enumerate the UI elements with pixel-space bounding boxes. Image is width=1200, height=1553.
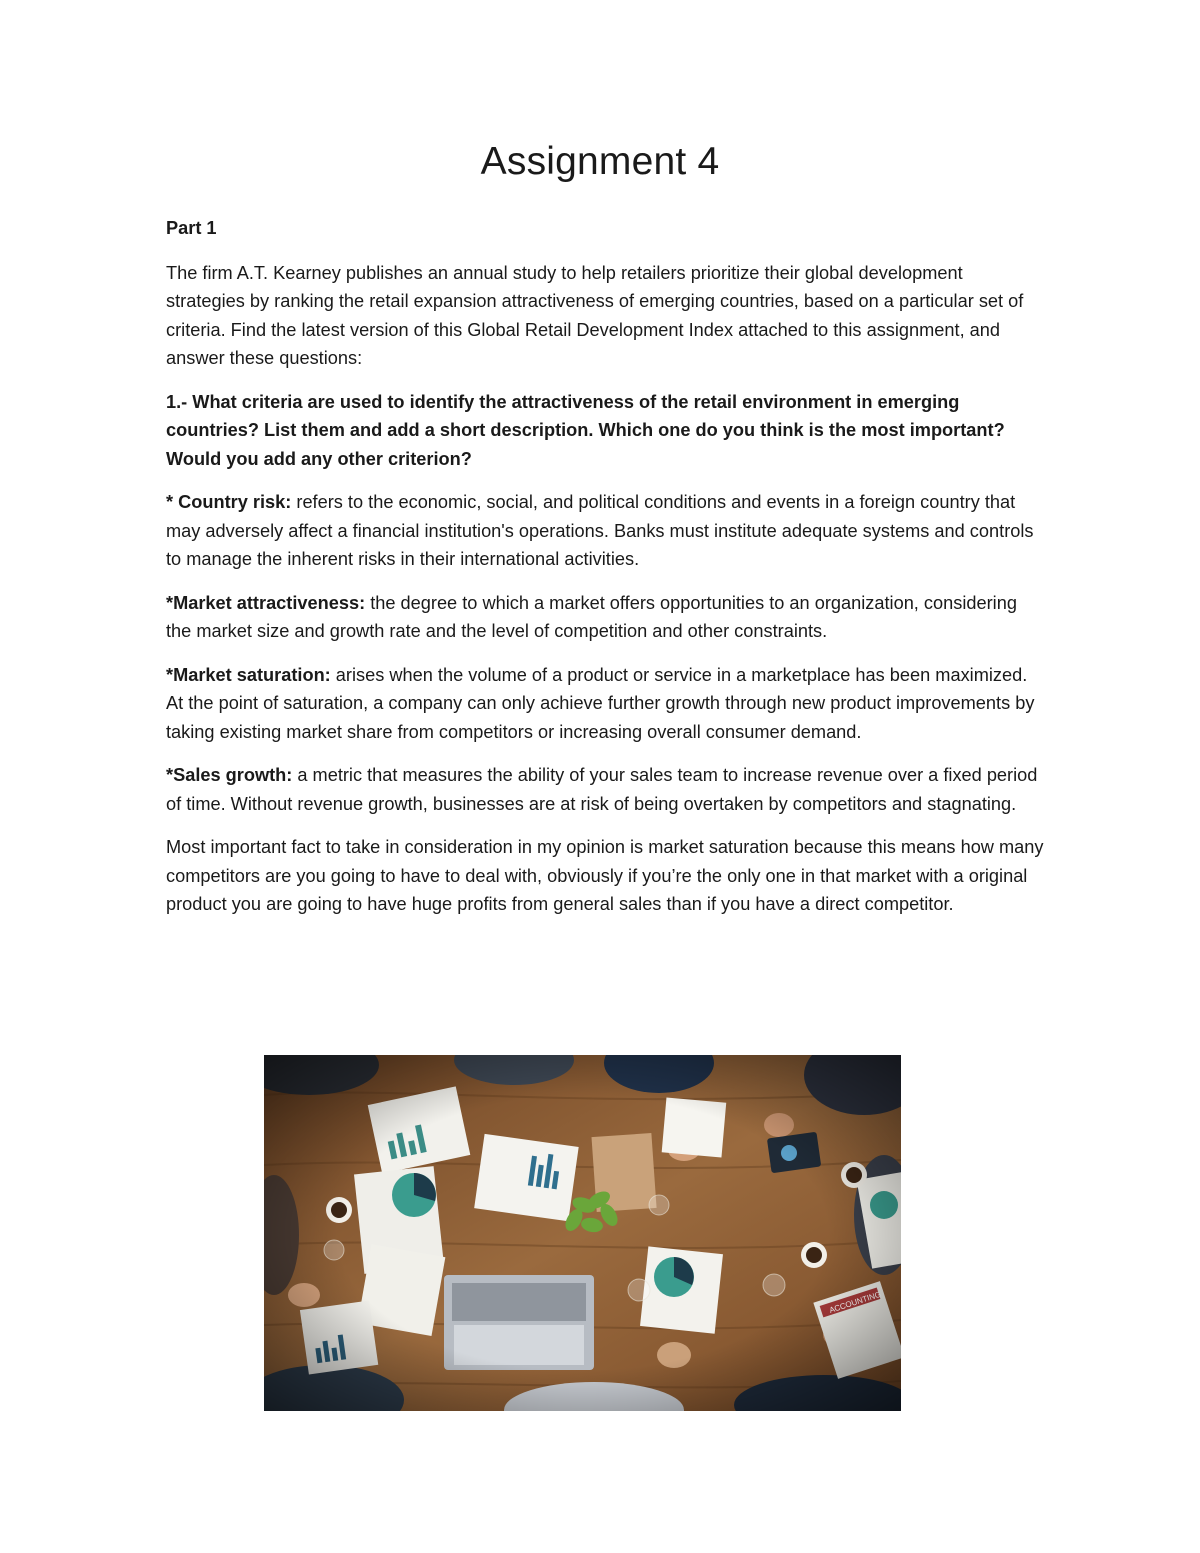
intro-paragraph: The firm A.T. Kearney publishes an annual study to help retailers prioritize their global development strategies by ranking the retail expansion attractiveness of emerging countries, based on a particular set of criteria. Find the latest version of this Global Retail Development Index attached to this assignment, and answer these questions: — [166, 262, 1024, 368]
criterion-market-saturation — [166, 661, 1046, 747]
criterion-description: arises when the volume of a product or service in a marketplace has been maximized. At the point of saturation, a company can only achieve further growth through new product improvements by taking existing market share from competitors or increasing overall consumer demand. — [166, 664, 1035, 742]
question-paragraph: 1.- What criteria are used to identify the attractiveness of the retail environment in emerging countries? List them and add a short description. Which one do you think is the most important? Would you add any other criterion? — [166, 391, 1005, 469]
criterion-country-risk — [166, 488, 1046, 574]
criterion-term: * Country risk: — [166, 492, 292, 512]
criterion-sales-growth — [166, 761, 1046, 818]
criterion-market-attractiveness — [166, 589, 1046, 646]
criterion-description: a metric that measures the ability of your sales team to increase revenue over a fixed period of time. Without revenue growth, businesses are at risk of being overtaken by competitors and stagnating. — [166, 765, 1038, 814]
criterion-term: *Market attractiveness: — [166, 592, 366, 613]
conclusion-paragraph: Most important fact to take in consideration in my opinion is market saturation because this means how many competitors are you going to have to deal with, obviously if you’re the only one in that market with a original product you are going to have huge profits from general sales than if you have a direct competitor. — [166, 837, 1044, 914]
document-body — [166, 214, 1046, 934]
meeting-table-photo — [264, 1055, 901, 1411]
part-label: Part 1 — [166, 218, 217, 238]
criterion-description: refers to the economic, social, and political conditions and events in a foreign country that may adversely affect a financial institution's operations. Banks must institute adequate systems and controls to manage the inherent risks in their international activities. — [166, 492, 1034, 569]
page-title: Assignment 4 — [480, 140, 720, 183]
criterion-term: *Market saturation: — [166, 664, 331, 685]
criterion-term: *Sales growth: — [166, 765, 293, 785]
criterion-description: the degree to which a market offers opportunities to an organization, considering the market size and growth rate and the level of competition and other constraints. — [166, 592, 1017, 641]
